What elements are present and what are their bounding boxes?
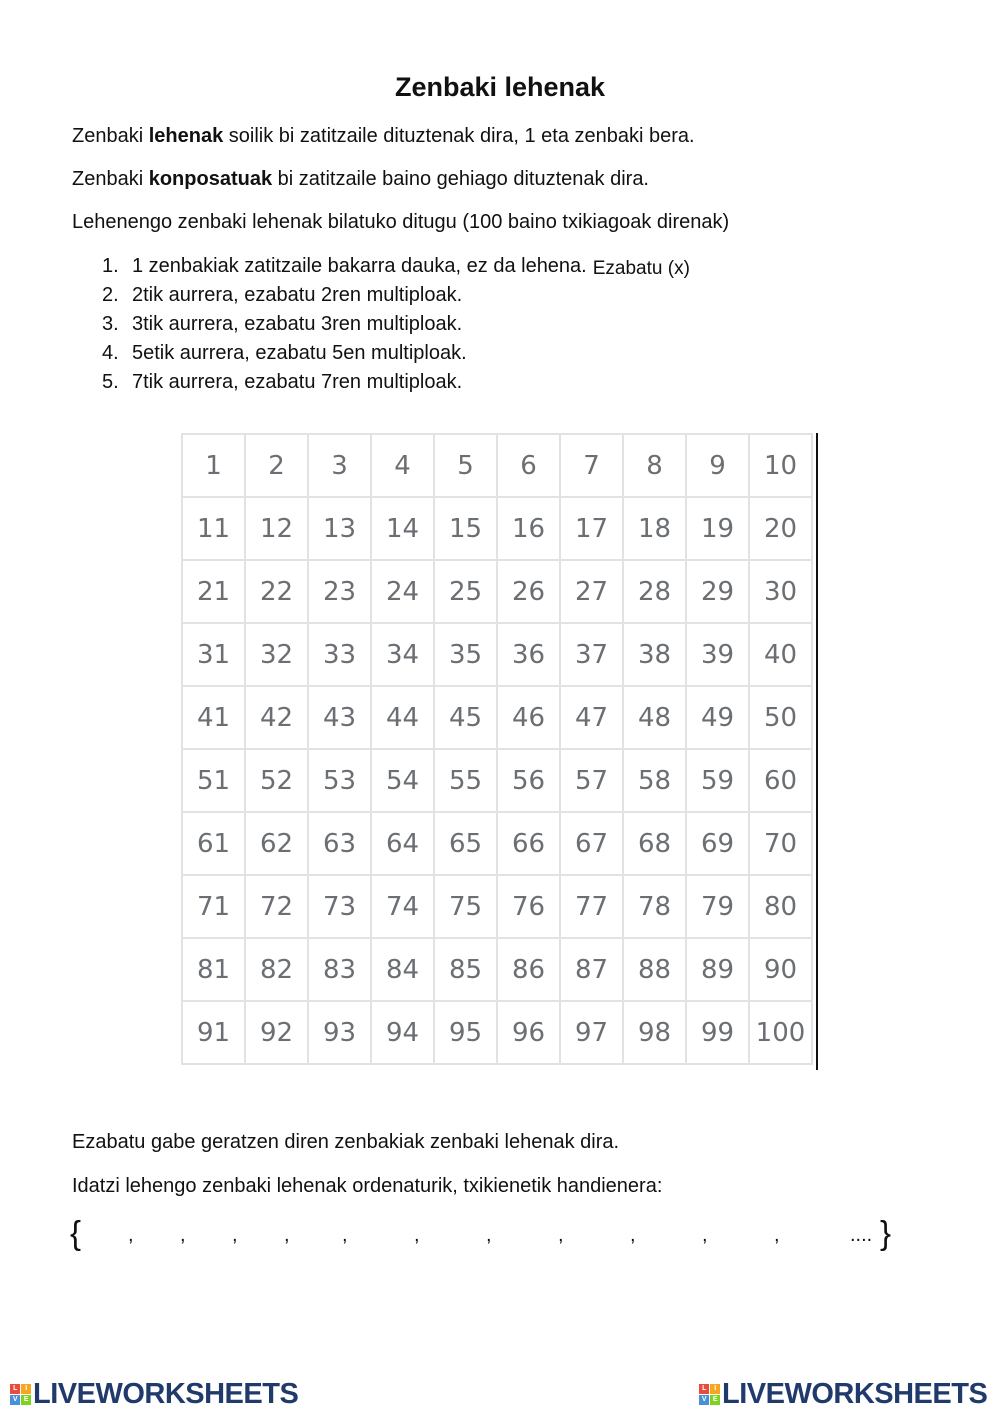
grid-cell-15[interactable]: 15	[435, 498, 498, 561]
grid-cell-47[interactable]: 47	[561, 687, 624, 750]
grid-cell-17[interactable]: 17	[561, 498, 624, 561]
ellipsis: ....	[850, 1224, 873, 1246]
grid-cell-75[interactable]: 75	[435, 876, 498, 939]
grid-cell-7[interactable]: 7	[561, 435, 624, 498]
answer-set	[70, 1214, 910, 1254]
grid-cell-27[interactable]: 27	[561, 561, 624, 624]
step-item: 4. 5etik aurrera, ezabatu 5en multiploak.	[102, 342, 467, 364]
task-intro: Lehenengo zenbaki lehenak bilatuko ditugu (100 baino txikiagoak direnak)	[72, 211, 730, 233]
definition-prime: Zenbaki lehenak soilik bi zatitzaile dituztenak dira, 1 eta zenbaki bera.	[72, 125, 695, 147]
grid-cell-51[interactable]: 51	[183, 750, 246, 813]
steps-list	[102, 252, 690, 397]
bold-term-konposatuak: konposatuak	[148, 168, 273, 190]
grid-cell-42[interactable]: 42	[246, 687, 309, 750]
grid-cell-10[interactable]: 10	[750, 435, 813, 498]
grid-cell-31[interactable]: 31	[183, 624, 246, 687]
grid-cell-59[interactable]: 59	[687, 750, 750, 813]
grid-cell-80[interactable]: 80	[750, 876, 813, 939]
grid-cell-91[interactable]: 91	[183, 1002, 246, 1065]
grid-cell-85[interactable]: 85	[435, 939, 498, 1002]
hundred-grid	[181, 433, 813, 1065]
grid-cell-41[interactable]: 41	[183, 687, 246, 750]
grid-cell-72[interactable]: 72	[246, 876, 309, 939]
grid-cell-96[interactable]: 96	[498, 1002, 561, 1065]
grid-cell-74[interactable]: 74	[372, 876, 435, 939]
grid-cell-92[interactable]: 92	[246, 1002, 309, 1065]
grid-cell-81[interactable]: 81	[183, 939, 246, 1002]
conclusion-text: Ezabatu gabe geratzen diren zenbakiak zenbaki lehenak dira.	[72, 1131, 620, 1153]
comma-separator: ,	[180, 1224, 186, 1246]
grid-cell-67[interactable]: 67	[561, 813, 624, 876]
grid-cell-49[interactable]: 49	[687, 687, 750, 750]
grid-cell-29[interactable]: 29	[687, 561, 750, 624]
comma-separator: ,	[630, 1224, 636, 1246]
grid-cell-93[interactable]: 93	[309, 1002, 372, 1065]
grid-cell-56[interactable]: 56	[498, 750, 561, 813]
logo-mark-icon: L I V E	[699, 1384, 720, 1405]
grid-cell-38[interactable]: 38	[624, 624, 687, 687]
grid-cell-33[interactable]: 33	[309, 624, 372, 687]
grid-cell-52[interactable]: 52	[246, 750, 309, 813]
grid-cell-11[interactable]: 11	[183, 498, 246, 561]
grid-cell-55[interactable]: 55	[435, 750, 498, 813]
step-item: 2. 2tik aurrera, ezabatu 2ren multiploak.	[102, 284, 463, 306]
prime-answer-input[interactable]	[568, 1220, 630, 1252]
prime-answer-input[interactable]	[90, 1220, 128, 1252]
comma-separator: ,	[702, 1224, 708, 1246]
grid-cell-70[interactable]: 70	[750, 813, 813, 876]
liveworksheets-logo-right: L I V E LIVEWORKSHEETS	[699, 1378, 987, 1411]
prime-answer-input[interactable]	[294, 1220, 342, 1252]
brace-close: }	[880, 1214, 892, 1251]
grid-cell-89[interactable]: 89	[687, 939, 750, 1002]
grid-cell-22[interactable]: 22	[246, 561, 309, 624]
comma-separator: ,	[486, 1224, 492, 1246]
grid-cell-12[interactable]: 12	[246, 498, 309, 561]
grid-cell-5[interactable]: 5	[435, 435, 498, 498]
prime-answer-input[interactable]	[352, 1220, 414, 1252]
comma-separator: ,	[128, 1224, 134, 1246]
grid-cell-94[interactable]: 94	[372, 1002, 435, 1065]
definition-composite: Zenbaki konposatuak bi zatitzaile baino gehiago dituztenak dira.	[72, 168, 649, 190]
liveworksheets-logo-left: L I V E LIVEWORKSHEETS	[10, 1378, 298, 1411]
grid-cell-90[interactable]: 90	[750, 939, 813, 1002]
grid-cell-44[interactable]: 44	[372, 687, 435, 750]
comma-separator: ,	[232, 1224, 238, 1246]
grid-cell-69[interactable]: 69	[687, 813, 750, 876]
grid-cell-61[interactable]: 61	[183, 813, 246, 876]
grid-cell-57[interactable]: 57	[561, 750, 624, 813]
grid-cell-39[interactable]: 39	[687, 624, 750, 687]
prime-answer-input[interactable]	[138, 1220, 180, 1252]
grid-cell-14[interactable]: 14	[372, 498, 435, 561]
step-item: 1. 1 zenbakiak zatitzaile bakarra dauka, ez da lehena. Ezabatu (x)	[102, 255, 690, 279]
prime-answer-input[interactable]	[712, 1220, 774, 1252]
grid-cell-40[interactable]: 40	[750, 624, 813, 687]
grid-cell-100[interactable]: 100	[750, 1002, 813, 1065]
grid-cell-79[interactable]: 79	[687, 876, 750, 939]
grid-cell-54[interactable]: 54	[372, 750, 435, 813]
grid-cell-28[interactable]: 28	[624, 561, 687, 624]
grid-cell-35[interactable]: 35	[435, 624, 498, 687]
prime-answer-input[interactable]	[640, 1220, 702, 1252]
grid-cell-3[interactable]: 3	[309, 435, 372, 498]
grid-cell-86[interactable]: 86	[498, 939, 561, 1002]
grid-cell-46[interactable]: 46	[498, 687, 561, 750]
grid-cell-99[interactable]: 99	[687, 1002, 750, 1065]
grid-cell-78[interactable]: 78	[624, 876, 687, 939]
instruction-text: Idatzi lehengo zenbaki lehenak ordenaturik, txikienetik handienera:	[72, 1175, 663, 1197]
grid-cell-20[interactable]: 20	[750, 498, 813, 561]
grid-cell-87[interactable]: 87	[561, 939, 624, 1002]
comma-separator: ,	[558, 1224, 564, 1246]
grid-cell-2[interactable]: 2	[246, 435, 309, 498]
brace-open: {	[70, 1214, 82, 1251]
step-item: 3. 3tik aurrera, ezabatu 3ren multiploak.	[102, 313, 463, 335]
prime-answer-input[interactable]	[784, 1220, 846, 1252]
comma-separator: ,	[342, 1224, 348, 1246]
ezabatu-hint: Ezabatu (x)	[592, 258, 690, 279]
grid-cell-66[interactable]: 66	[498, 813, 561, 876]
grid-cell-77[interactable]: 77	[561, 876, 624, 939]
prime-answer-input[interactable]	[496, 1220, 558, 1252]
grid-cell-65[interactable]: 65	[435, 813, 498, 876]
grid-cell-50[interactable]: 50	[750, 687, 813, 750]
grid-cell-64[interactable]: 64	[372, 813, 435, 876]
comma-separator: ,	[414, 1224, 420, 1246]
grid-cell-58[interactable]: 58	[624, 750, 687, 813]
grid-cell-13[interactable]: 13	[309, 498, 372, 561]
grid-cell-26[interactable]: 26	[498, 561, 561, 624]
grid-cell-30[interactable]: 30	[750, 561, 813, 624]
grid-cell-97[interactable]: 97	[561, 1002, 624, 1065]
grid-cell-1[interactable]: 1	[183, 435, 246, 498]
grid-cell-6[interactable]: 6	[498, 435, 561, 498]
grid-cell-21[interactable]: 21	[183, 561, 246, 624]
grid-cell-43[interactable]: 43	[309, 687, 372, 750]
grid-cell-18[interactable]: 18	[624, 498, 687, 561]
grid-cell-19[interactable]: 19	[687, 498, 750, 561]
hundred-grid-frame	[181, 433, 818, 1070]
grid-cell-36[interactable]: 36	[498, 624, 561, 687]
prime-answer-input[interactable]	[424, 1220, 486, 1252]
page-title: Zenbaki lehenak	[394, 72, 606, 102]
grid-cell-45[interactable]: 45	[435, 687, 498, 750]
grid-cell-82[interactable]: 82	[246, 939, 309, 1002]
grid-cell-62[interactable]: 62	[246, 813, 309, 876]
grid-cell-88[interactable]: 88	[624, 939, 687, 1002]
grid-cell-68[interactable]: 68	[624, 813, 687, 876]
grid-cell-34[interactable]: 34	[372, 624, 435, 687]
grid-cell-63[interactable]: 63	[309, 813, 372, 876]
grid-cell-95[interactable]: 95	[435, 1002, 498, 1065]
grid-cell-25[interactable]: 25	[435, 561, 498, 624]
prime-answer-input[interactable]	[242, 1220, 284, 1252]
grid-cell-16[interactable]: 16	[498, 498, 561, 561]
grid-cell-71[interactable]: 71	[183, 876, 246, 939]
comma-separator: ,	[284, 1224, 290, 1246]
step-item: 5. 7tik aurrera, ezabatu 7ren multiploak.	[102, 371, 463, 393]
logo-mark-icon: L I V E	[10, 1384, 31, 1405]
grid-cell-73[interactable]: 73	[309, 876, 372, 939]
grid-cell-8[interactable]: 8	[624, 435, 687, 498]
grid-cell-48[interactable]: 48	[624, 687, 687, 750]
grid-cell-37[interactable]: 37	[561, 624, 624, 687]
grid-cell-98[interactable]: 98	[624, 1002, 687, 1065]
grid-cell-9[interactable]: 9	[687, 435, 750, 498]
grid-cell-53[interactable]: 53	[309, 750, 372, 813]
grid-cell-84[interactable]: 84	[372, 939, 435, 1002]
grid-cell-24[interactable]: 24	[372, 561, 435, 624]
prime-answer-input[interactable]	[190, 1220, 232, 1252]
grid-cell-4[interactable]: 4	[372, 435, 435, 498]
bold-term-lehenak: lehenak	[148, 125, 224, 147]
grid-cell-32[interactable]: 32	[246, 624, 309, 687]
grid-cell-76[interactable]: 76	[498, 876, 561, 939]
comma-separator: ,	[774, 1224, 780, 1246]
grid-cell-60[interactable]: 60	[750, 750, 813, 813]
grid-cell-83[interactable]: 83	[309, 939, 372, 1002]
grid-cell-23[interactable]: 23	[309, 561, 372, 624]
